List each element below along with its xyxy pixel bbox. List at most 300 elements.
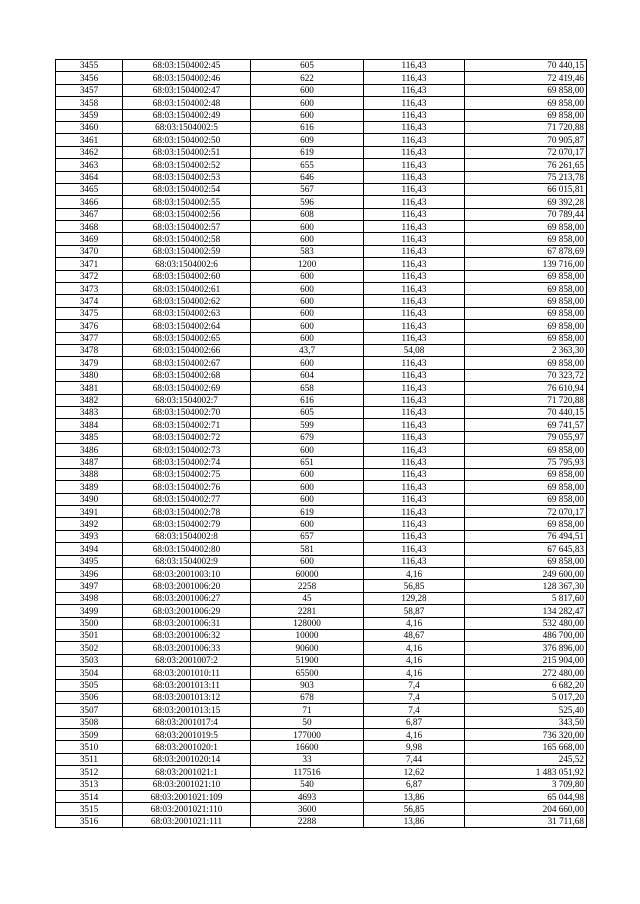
area-cell: 33 xyxy=(251,753,364,765)
cadastral-value-cell: 1 483 051,92 xyxy=(465,766,587,778)
cadastral-number-cell: 68:03:1504002:51 xyxy=(123,146,251,158)
area-cell: 616 xyxy=(251,394,364,406)
area-cell: 600 xyxy=(251,444,364,456)
cadastral-number-cell: 68:03:1504002:53 xyxy=(123,171,251,183)
table-row xyxy=(56,196,587,208)
cadastral-number-cell: 68:03:2001017:4 xyxy=(123,716,251,728)
cadastral-number-cell: 68:03:1504002:76 xyxy=(123,481,251,493)
specific-value-cell: 116,43 xyxy=(364,221,465,233)
area-cell: 600 xyxy=(251,233,364,245)
area-cell: 600 xyxy=(251,84,364,96)
area-cell: 43,7 xyxy=(251,344,364,356)
cadastral-number-cell: 68:03:1504002:67 xyxy=(123,357,251,369)
cadastral-number-cell: 68:03:2001020:1 xyxy=(123,741,251,753)
specific-value-cell: 116,43 xyxy=(364,555,465,567)
specific-value-cell: 116,43 xyxy=(364,543,465,555)
table-row xyxy=(56,481,587,493)
specific-value-cell: 4,16 xyxy=(364,642,465,654)
table-row xyxy=(56,245,587,257)
specific-value-cell: 116,43 xyxy=(364,233,465,245)
specific-value-cell: 56,85 xyxy=(364,803,465,815)
cadastral-number-cell: 68:03:1504002:45 xyxy=(123,60,251,72)
cadastral-value-cell: 69 741,57 xyxy=(465,419,587,431)
table-row xyxy=(56,307,587,319)
cadastral-number-cell: 68:03:1504002:5 xyxy=(123,121,251,133)
cadastral-number-cell: 68:03:1504002:57 xyxy=(123,221,251,233)
row-number-cell: 3495 xyxy=(56,555,123,567)
cadastral-number-cell: 68:03:2001006:31 xyxy=(123,617,251,629)
row-number-cell: 3508 xyxy=(56,716,123,728)
area-cell: 4693 xyxy=(251,791,364,803)
row-number-cell: 3475 xyxy=(56,307,123,319)
row-number-cell: 3493 xyxy=(56,530,123,542)
table-row xyxy=(56,729,587,741)
cadastral-value-cell: 134 282,47 xyxy=(465,605,587,617)
specific-value-cell: 116,43 xyxy=(364,208,465,220)
specific-value-cell: 116,43 xyxy=(364,258,465,270)
cadastral-number-cell: 68:03:1504002:78 xyxy=(123,506,251,518)
row-number-cell: 3507 xyxy=(56,704,123,716)
specific-value-cell: 116,43 xyxy=(364,481,465,493)
area-cell: 600 xyxy=(251,518,364,530)
specific-value-cell: 116,43 xyxy=(364,518,465,530)
row-number-cell: 3505 xyxy=(56,679,123,691)
cadastral-number-cell: 68:03:1504002:70 xyxy=(123,406,251,418)
row-number-cell: 3488 xyxy=(56,468,123,480)
row-number-cell: 3509 xyxy=(56,729,123,741)
table-body xyxy=(56,60,587,828)
cadastral-number-cell: 68:03:1504002:62 xyxy=(123,295,251,307)
row-number-cell: 3470 xyxy=(56,245,123,257)
row-number-cell: 3486 xyxy=(56,444,123,456)
row-number-cell: 3484 xyxy=(56,419,123,431)
cadastral-number-cell: 68:03:2001006:20 xyxy=(123,580,251,592)
row-number-cell: 3460 xyxy=(56,121,123,133)
cadastral-number-cell: 68:03:1504002:64 xyxy=(123,320,251,332)
specific-value-cell: 12,62 xyxy=(364,766,465,778)
specific-value-cell: 116,43 xyxy=(364,506,465,518)
row-number-cell: 3511 xyxy=(56,753,123,765)
cadastral-number-cell: 68:03:2001006:33 xyxy=(123,642,251,654)
cadastral-number-cell: 68:03:2001007:2 xyxy=(123,654,251,666)
specific-value-cell: 116,43 xyxy=(364,332,465,344)
cadastral-number-cell: 68:03:1504002:46 xyxy=(123,72,251,84)
area-cell: 600 xyxy=(251,109,364,121)
table-row xyxy=(56,456,587,468)
row-number-cell: 3487 xyxy=(56,456,123,468)
cadastral-number-cell: 68:03:1504002:77 xyxy=(123,493,251,505)
row-number-cell: 3515 xyxy=(56,803,123,815)
row-number-cell: 3500 xyxy=(56,617,123,629)
cadastral-value-cell: 72 070,17 xyxy=(465,506,587,518)
specific-value-cell: 116,43 xyxy=(364,72,465,84)
cadastral-number-cell: 68:03:2001020:14 xyxy=(123,753,251,765)
cadastral-number-cell: 68:03:2001021:109 xyxy=(123,791,251,803)
area-cell: 619 xyxy=(251,506,364,518)
area-cell: 678 xyxy=(251,691,364,703)
area-cell: 3600 xyxy=(251,803,364,815)
table-row xyxy=(56,791,587,803)
area-cell: 600 xyxy=(251,481,364,493)
table-row xyxy=(56,629,587,641)
specific-value-cell: 116,43 xyxy=(364,121,465,133)
cadastral-value-cell: 69 858,00 xyxy=(465,221,587,233)
cadastral-number-cell: 68:03:1504002:61 xyxy=(123,283,251,295)
area-cell: 657 xyxy=(251,530,364,542)
cadastral-number-cell: 68:03:2001006:27 xyxy=(123,592,251,604)
row-number-cell: 3469 xyxy=(56,233,123,245)
specific-value-cell: 6,87 xyxy=(364,716,465,728)
table-row xyxy=(56,419,587,431)
cadastral-value-cell: 76 610,94 xyxy=(465,382,587,394)
specific-value-cell: 7,4 xyxy=(364,704,465,716)
row-number-cell: 3458 xyxy=(56,97,123,109)
table-row xyxy=(56,295,587,307)
row-number-cell: 3504 xyxy=(56,667,123,679)
area-cell: 616 xyxy=(251,121,364,133)
table-row xyxy=(56,704,587,716)
row-number-cell: 3497 xyxy=(56,580,123,592)
cadastral-value-cell: 75 795,93 xyxy=(465,456,587,468)
cadastral-number-cell: 68:03:1504002:72 xyxy=(123,431,251,443)
cadastral-number-cell: 68:03:2001013:15 xyxy=(123,704,251,716)
specific-value-cell: 13,86 xyxy=(364,815,465,827)
area-cell: 2258 xyxy=(251,580,364,592)
cadastral-number-cell: 68:03:1504002:63 xyxy=(123,307,251,319)
specific-value-cell: 4,16 xyxy=(364,654,465,666)
table-row xyxy=(56,555,587,567)
area-cell: 622 xyxy=(251,72,364,84)
specific-value-cell: 116,43 xyxy=(364,183,465,195)
row-number-cell: 3474 xyxy=(56,295,123,307)
cadastral-value-cell: 70 789,44 xyxy=(465,208,587,220)
cadastral-value-cell: 67 645,83 xyxy=(465,543,587,555)
area-cell: 600 xyxy=(251,295,364,307)
cadastral-value-cell: 376 896,00 xyxy=(465,642,587,654)
table-row xyxy=(56,803,587,815)
cadastral-value-cell: 69 858,00 xyxy=(465,283,587,295)
area-cell: 646 xyxy=(251,171,364,183)
area-cell: 600 xyxy=(251,270,364,282)
table-row xyxy=(56,679,587,691)
table-row xyxy=(56,394,587,406)
table-row xyxy=(56,146,587,158)
row-number-cell: 3485 xyxy=(56,431,123,443)
cadastral-value-cell: 249 600,00 xyxy=(465,568,587,580)
area-cell: 65500 xyxy=(251,667,364,679)
table-row xyxy=(56,530,587,542)
cadastral-value-cell: 69 858,00 xyxy=(465,357,587,369)
table-row xyxy=(56,468,587,480)
row-number-cell: 3479 xyxy=(56,357,123,369)
cadastral-value-cell: 69 858,00 xyxy=(465,84,587,96)
specific-value-cell: 116,43 xyxy=(364,431,465,443)
area-cell: 600 xyxy=(251,283,364,295)
row-number-cell: 3481 xyxy=(56,382,123,394)
cadastral-value-cell: 69 858,00 xyxy=(465,332,587,344)
specific-value-cell: 116,43 xyxy=(364,394,465,406)
table-row xyxy=(56,815,587,827)
cadastral-number-cell: 68:03:1504002:48 xyxy=(123,97,251,109)
specific-value-cell: 129,28 xyxy=(364,592,465,604)
cadastral-value-cell: 5 817,60 xyxy=(465,592,587,604)
cadastral-number-cell: 68:03:1504002:47 xyxy=(123,84,251,96)
table-row xyxy=(56,406,587,418)
area-cell: 600 xyxy=(251,97,364,109)
cadastral-number-cell: 68:03:2001003:10 xyxy=(123,568,251,580)
table-row xyxy=(56,506,587,518)
area-cell: 16600 xyxy=(251,741,364,753)
specific-value-cell: 56,85 xyxy=(364,580,465,592)
cadastral-value-cell: 272 480,00 xyxy=(465,667,587,679)
row-number-cell: 3489 xyxy=(56,481,123,493)
cadastral-value-cell: 71 720,88 xyxy=(465,121,587,133)
cadastral-value-cell: 343,50 xyxy=(465,716,587,728)
cadastral-number-cell: 68:03:1504002:52 xyxy=(123,159,251,171)
area-cell: 117516 xyxy=(251,766,364,778)
row-number-cell: 3461 xyxy=(56,134,123,146)
area-cell: 608 xyxy=(251,208,364,220)
specific-value-cell: 116,43 xyxy=(364,493,465,505)
specific-value-cell: 4,16 xyxy=(364,729,465,741)
cadastral-number-cell: 68:03:2001006:29 xyxy=(123,605,251,617)
cadastral-value-cell: 165 668,00 xyxy=(465,741,587,753)
cadastral-number-cell: 68:03:1504002:66 xyxy=(123,344,251,356)
row-number-cell: 3478 xyxy=(56,344,123,356)
cadastral-value-cell: 69 858,00 xyxy=(465,444,587,456)
cadastral-number-cell: 68:03:1504002:56 xyxy=(123,208,251,220)
row-number-cell: 3468 xyxy=(56,221,123,233)
row-number-cell: 3516 xyxy=(56,815,123,827)
cadastral-number-cell: 68:03:2001013:11 xyxy=(123,679,251,691)
cadastral-number-cell: 68:03:1504002:69 xyxy=(123,382,251,394)
row-number-cell: 3473 xyxy=(56,283,123,295)
area-cell: 651 xyxy=(251,456,364,468)
cadastral-value-cell: 31 711,68 xyxy=(465,815,587,827)
table-row xyxy=(56,283,587,295)
table-row xyxy=(56,444,587,456)
cadastral-value-cell: 70 440,15 xyxy=(465,60,587,72)
cadastral-value-cell: 215 904,00 xyxy=(465,654,587,666)
table-row xyxy=(56,183,587,195)
table-row xyxy=(56,270,587,282)
cadastral-value-cell: 486 700,00 xyxy=(465,629,587,641)
cadastral-number-cell: 68:03:1504002:73 xyxy=(123,444,251,456)
area-cell: 10000 xyxy=(251,629,364,641)
specific-value-cell: 116,43 xyxy=(364,196,465,208)
table-row xyxy=(56,97,587,109)
cadastral-value-cell: 69 858,00 xyxy=(465,320,587,332)
cadastral-number-cell: 68:03:1504002:54 xyxy=(123,183,251,195)
cadastral-number-cell: 68:03:1504002:7 xyxy=(123,394,251,406)
row-number-cell: 3455 xyxy=(56,60,123,72)
cadastral-value-cell: 75 213,78 xyxy=(465,171,587,183)
cadastral-value-cell: 67 878,69 xyxy=(465,245,587,257)
area-cell: 604 xyxy=(251,369,364,381)
table-row xyxy=(56,233,587,245)
cadastral-value-cell: 69 858,00 xyxy=(465,481,587,493)
area-cell: 51900 xyxy=(251,654,364,666)
cadastral-value-cell: 76 494,51 xyxy=(465,530,587,542)
area-cell: 90600 xyxy=(251,642,364,654)
cadastral-value-cell: 70 440,15 xyxy=(465,406,587,418)
table-row xyxy=(56,691,587,703)
cadastral-number-cell: 68:03:2001021:10 xyxy=(123,778,251,790)
cadastral-value-cell: 72 419,46 xyxy=(465,72,587,84)
row-number-cell: 3494 xyxy=(56,543,123,555)
area-cell: 600 xyxy=(251,332,364,344)
cadastral-value-cell: 204 660,00 xyxy=(465,803,587,815)
cadastral-value-cell: 245,52 xyxy=(465,753,587,765)
area-cell: 655 xyxy=(251,159,364,171)
specific-value-cell: 116,43 xyxy=(364,406,465,418)
specific-value-cell: 116,43 xyxy=(364,320,465,332)
row-number-cell: 3514 xyxy=(56,791,123,803)
table-row xyxy=(56,493,587,505)
cadastral-number-cell: 68:03:1504002:60 xyxy=(123,270,251,282)
row-number-cell: 3477 xyxy=(56,332,123,344)
row-number-cell: 3513 xyxy=(56,778,123,790)
cadastral-value-cell: 79 055,97 xyxy=(465,431,587,443)
table-row xyxy=(56,357,587,369)
table-row xyxy=(56,654,587,666)
cadastral-value-cell: 69 858,00 xyxy=(465,295,587,307)
specific-value-cell: 4,16 xyxy=(364,617,465,629)
table-row xyxy=(56,642,587,654)
table-row xyxy=(56,109,587,121)
row-number-cell: 3472 xyxy=(56,270,123,282)
specific-value-cell: 116,43 xyxy=(364,146,465,158)
table-row xyxy=(56,60,587,72)
area-cell: 609 xyxy=(251,134,364,146)
row-number-cell: 3457 xyxy=(56,84,123,96)
row-number-cell: 3503 xyxy=(56,654,123,666)
table-row xyxy=(56,741,587,753)
cadastral-value-cell: 69 858,00 xyxy=(465,233,587,245)
area-cell: 45 xyxy=(251,592,364,604)
table-row xyxy=(56,753,587,765)
area-cell: 128000 xyxy=(251,617,364,629)
row-number-cell: 3510 xyxy=(56,741,123,753)
table-row xyxy=(56,667,587,679)
cadastral-number-cell: 68:03:1504002:9 xyxy=(123,555,251,567)
cadastral-value-cell: 139 716,00 xyxy=(465,258,587,270)
specific-value-cell: 116,43 xyxy=(364,171,465,183)
table-row xyxy=(56,766,587,778)
table-row xyxy=(56,344,587,356)
row-number-cell: 3466 xyxy=(56,196,123,208)
area-cell: 71 xyxy=(251,704,364,716)
table-row xyxy=(56,617,587,629)
row-number-cell: 3465 xyxy=(56,183,123,195)
specific-value-cell: 116,43 xyxy=(364,270,465,282)
cadastral-value-cell: 70 905,87 xyxy=(465,134,587,146)
area-cell: 605 xyxy=(251,60,364,72)
cadastral-number-cell: 68:03:1504002:79 xyxy=(123,518,251,530)
area-cell: 600 xyxy=(251,307,364,319)
cadastral-value-cell: 736 320,00 xyxy=(465,729,587,741)
cadastral-value-cell: 69 858,00 xyxy=(465,109,587,121)
cadastral-value-cell: 69 858,00 xyxy=(465,270,587,282)
row-number-cell: 3496 xyxy=(56,568,123,580)
cadastral-value-cell: 65 044,98 xyxy=(465,791,587,803)
cadastral-number-cell: 68:03:2001013:12 xyxy=(123,691,251,703)
specific-value-cell: 58,87 xyxy=(364,605,465,617)
row-number-cell: 3464 xyxy=(56,171,123,183)
table-row xyxy=(56,518,587,530)
cadastral-number-cell: 68:03:2001019:5 xyxy=(123,729,251,741)
specific-value-cell: 116,43 xyxy=(364,468,465,480)
cadastral-number-cell: 68:03:1504002:71 xyxy=(123,419,251,431)
table-row xyxy=(56,369,587,381)
area-cell: 596 xyxy=(251,196,364,208)
table-row xyxy=(56,221,587,233)
area-cell: 177000 xyxy=(251,729,364,741)
specific-value-cell: 116,43 xyxy=(364,419,465,431)
cadastral-number-cell: 68:03:2001021:110 xyxy=(123,803,251,815)
cadastral-number-cell: 68:03:2001010:11 xyxy=(123,667,251,679)
table-row xyxy=(56,568,587,580)
cadastral-value-cell: 69 858,00 xyxy=(465,97,587,109)
table-row xyxy=(56,431,587,443)
specific-value-cell: 116,43 xyxy=(364,530,465,542)
row-number-cell: 3502 xyxy=(56,642,123,654)
table-row xyxy=(56,332,587,344)
table-row xyxy=(56,580,587,592)
specific-value-cell: 4,16 xyxy=(364,667,465,679)
specific-value-cell: 116,43 xyxy=(364,369,465,381)
cadastral-value-cell: 6 682,20 xyxy=(465,679,587,691)
area-cell: 600 xyxy=(251,493,364,505)
area-cell: 605 xyxy=(251,406,364,418)
cadastral-value-cell: 71 720,88 xyxy=(465,394,587,406)
cadastral-number-cell: 68:03:2001021:1 xyxy=(123,766,251,778)
area-cell: 619 xyxy=(251,146,364,158)
specific-value-cell: 4,16 xyxy=(364,568,465,580)
specific-value-cell: 54,08 xyxy=(364,344,465,356)
cadastral-value-cell: 128 367,30 xyxy=(465,580,587,592)
cadastral-value-cell: 69 858,00 xyxy=(465,307,587,319)
specific-value-cell: 116,43 xyxy=(364,159,465,171)
table-row xyxy=(56,121,587,133)
area-cell: 600 xyxy=(251,320,364,332)
cadastral-number-cell: 68:03:1504002:59 xyxy=(123,245,251,257)
table-row xyxy=(56,84,587,96)
area-cell: 658 xyxy=(251,382,364,394)
row-number-cell: 3480 xyxy=(56,369,123,381)
row-number-cell: 3456 xyxy=(56,72,123,84)
cadastral-number-cell: 68:03:1504002:58 xyxy=(123,233,251,245)
cadastral-value-cell: 525,40 xyxy=(465,704,587,716)
area-cell: 50 xyxy=(251,716,364,728)
table-row xyxy=(56,171,587,183)
row-number-cell: 3506 xyxy=(56,691,123,703)
specific-value-cell: 116,43 xyxy=(364,245,465,257)
table-row xyxy=(56,592,587,604)
specific-value-cell: 116,43 xyxy=(364,295,465,307)
row-number-cell: 3498 xyxy=(56,592,123,604)
cadastral-value-cell: 69 858,00 xyxy=(465,493,587,505)
row-number-cell: 3491 xyxy=(56,506,123,518)
table-row xyxy=(56,543,587,555)
cadastral-number-cell: 68:03:1504002:74 xyxy=(123,456,251,468)
cadastral-number-cell: 68:03:1504002:6 xyxy=(123,258,251,270)
row-number-cell: 3512 xyxy=(56,766,123,778)
cadastral-number-cell: 68:03:1504002:8 xyxy=(123,530,251,542)
specific-value-cell: 116,43 xyxy=(364,307,465,319)
area-cell: 903 xyxy=(251,679,364,691)
row-number-cell: 3482 xyxy=(56,394,123,406)
